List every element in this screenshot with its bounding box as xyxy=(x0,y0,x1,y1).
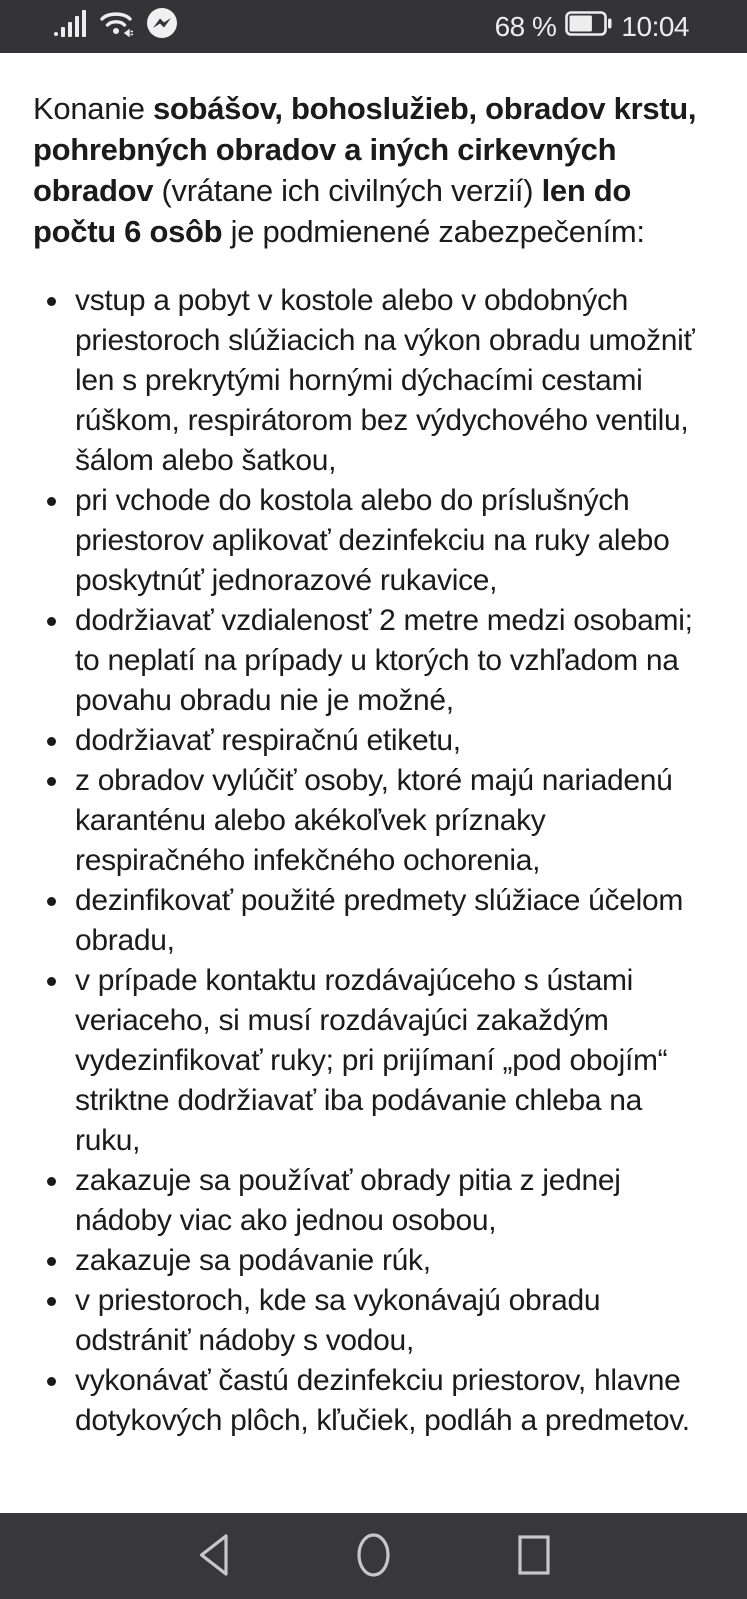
status-bar-left xyxy=(54,7,178,46)
list-item: z obradov vylúčiť osoby, ktoré majú nariadenú karanténu alebo akékoľvek príznaky respiračného infekčného ochorenia, xyxy=(33,761,713,881)
heading-segment: je podmienené zabezpečením: xyxy=(222,214,645,249)
wifi-icon xyxy=(99,9,135,44)
messenger-notification-icon xyxy=(146,7,178,46)
list-item: v priestoroch, kde sa vykonávajú obradu odstrániť nádoby s vodou, xyxy=(33,1281,713,1361)
recents-button[interactable] xyxy=(517,1534,551,1579)
heading-segment: len do počtu 6 osôb xyxy=(33,173,632,249)
back-button[interactable] xyxy=(197,1532,230,1581)
intro-paragraph xyxy=(33,88,713,252)
battery-icon xyxy=(565,11,612,43)
clock: 10:04 xyxy=(621,10,689,42)
status-bar xyxy=(0,0,747,53)
status-bar-right xyxy=(495,11,689,43)
list-item: dodržiavať vzdialenosť 2 metre medzi osobami; to neplatí na prípady u ktorých to vzhľadom na povahu obradu nie je možné, xyxy=(33,601,713,721)
battery-percentage: 68 % xyxy=(494,10,557,42)
home-button[interactable] xyxy=(356,1532,391,1581)
recents-square-icon xyxy=(517,1534,551,1579)
list-item: vykonávať častú dezinfekciu priestorov, hlavne dotykových plôch, kľučiek, podláh a predmetov. xyxy=(33,1361,713,1441)
heading-segment: (vrátane ich civilných verzií) xyxy=(153,173,542,208)
document-content xyxy=(0,53,747,1513)
list-item: v prípade kontaktu rozdávajúceho s ústami veriaceho, si musí rozdávajúci zakaždým vydezinfikovať ruky; pri prijímaní „pod obojím“ striktne dodržiavať iba podávanie chleba na ruku, xyxy=(33,961,713,1161)
list-item: vstup a pobyt v kostole alebo v obdobných priestoroch slúžiacich na výkon obradu umožniť len s prekrytými hornými dýchacími cestami rúškom, respirátorom bez výdychového ventilu, šálom alebo šatkou, xyxy=(33,281,713,481)
list-item: dezinfikovať použité predmety slúžiace účelom obradu, xyxy=(33,881,713,961)
rules-list xyxy=(33,281,713,1441)
heading-segment: Konanie xyxy=(33,91,153,126)
list-item: pri vchode do kostola alebo do príslušných priestorov aplikovať dezinfekciu na ruky alebo poskytnúť jednorazové rukavice, xyxy=(33,481,713,601)
list-item: zakazuje sa podávanie rúk, xyxy=(33,1241,713,1281)
back-triangle-icon xyxy=(197,1532,230,1581)
heading-segment: sobášov, bohoslužieb, obradov krstu, pohrebných obradov a iných cirkevných obradov xyxy=(33,91,697,208)
list-item: dodržiavať respiračnú etiketu, xyxy=(33,721,713,761)
android-navigation-bar xyxy=(0,1513,747,1599)
list-item: zakazuje sa používať obrady pitia z jednej nádoby viac ako jednou osobou, xyxy=(33,1161,713,1241)
signal-strength-icon xyxy=(54,10,88,44)
home-circle-icon xyxy=(356,1532,391,1581)
